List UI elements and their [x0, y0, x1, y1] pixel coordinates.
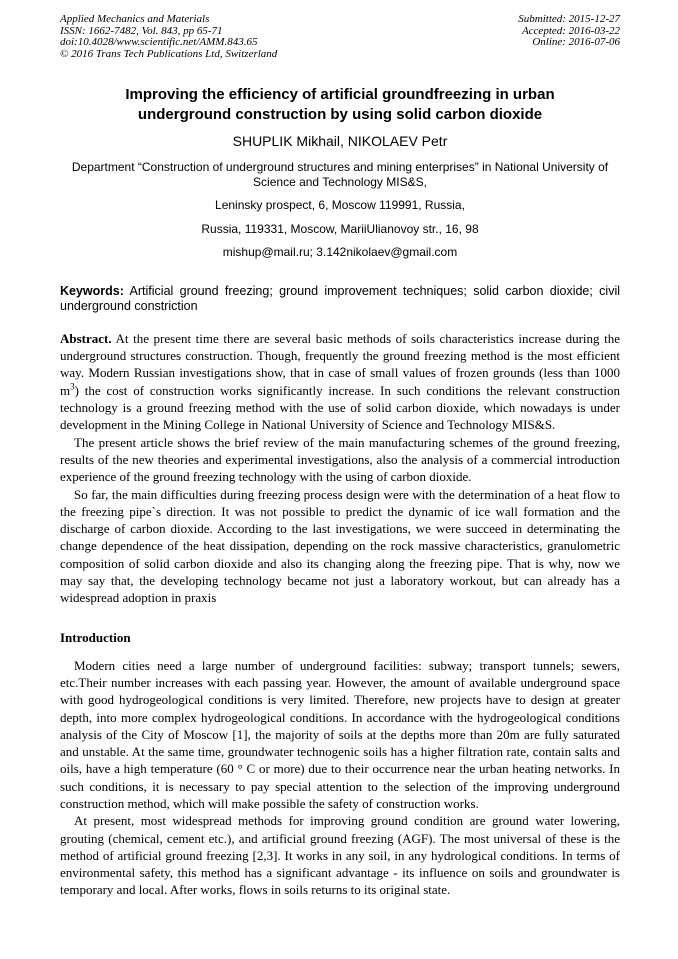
abstract-paragraph-3: So far, the main difficulties during freezing process design were with the determination of a heat flow to the freezing pipe`s direction. It was not possible to predict the dynamic of ice wall formation and the discharge of carbon dioxide. According to the last investigations, we were succeed in determinating the change dependence of the heat dissipation, depending on the rock massive characteristics, granulometric composition of solid carbon dioxide and also its changing along the freezing pipe. That is why, now we may say that, the developing technology became not just a laboratory workout, but can already has a widespread adoption in praxis [60, 486, 620, 606]
abstract-p1-post: ) the cost of construction works significantly increase. In such conditions the relevant construction technology is a ground freezing method with the use of solid carbon dioxide, which nowadays is under development in the Mining College in National University of Science and Technology MIS&S. [60, 382, 620, 433]
affiliation-department: Department “Construction of underground structures and mining enterprises” in National University of Science and Technology MIS&S, [71, 160, 609, 189]
abstract-superscript: 3 [70, 381, 75, 392]
introduction-paragraph-1: Modern cities need a large number of underground facilities: subway; transport tunnels; sewers, etc.Their number increases with each passing year. However, the amount of available underground space with good hydrogeological conditions is very limited. Therefore, new projects have to design at greater depth, into more complex hydrogeological conditions. In accordance with the hydrogeological conditions analysis of the City of Moscow [1], the majority of soils at the depths more than 20m are fully saturated and unstable. At the same time, groundwater technogenic soils has a higher filtration rate, contain salts and oils, have a high temperature (60 ° C or more) due to their occurrence near the urban heating networks. In such conditions, it is necessary to pay special attention to the selection of the improving underground construction method, which will make possible the safety of construction works. [60, 657, 620, 811]
date-accepted: Accepted: 2016-03-22 [521, 24, 620, 37]
paper-title: Improving the efficiency of artificial groundfreezing in urban underground construction by using solid carbon dioxide [125, 86, 555, 123]
date-submitted: Submitted: 2015-12-27 [518, 13, 620, 25]
introduction-paragraph-2: At present, most widespread methods for improving ground condition are ground water lowering, grouting (chemical, cement etc.), and artificial ground freezing (AGF). The most universal of these is the method of artificial ground freezing [2,3]. It works in any soil, in any hydrological conditions. In terms of environmental safety, this method has a significant advantage - its influence on soils and groundwater is temporary and local. After works, flows in soils returns to its original state. [60, 813, 620, 898]
affiliation-address-2: Russia, 119331, Moscow, MariiUlianovoy str., 16, 98 [201, 221, 479, 236]
submission-dates [518, 14, 620, 60]
date-online: Online: 2016-07-06 [532, 36, 620, 49]
authors-line: SHUPLIK Mikhail, NIKOLAEV Petr [232, 133, 448, 150]
abstract-section [60, 330, 620, 607]
abstract-paragraph-1 [60, 330, 620, 434]
page-header [60, 14, 620, 60]
introduction-section [60, 657, 620, 899]
abstract-label: Abstract. [60, 330, 112, 346]
affiliation-address-1: Leninsky prospect, 6, Moscow 119991, Russia, [215, 198, 465, 213]
journal-info [60, 14, 277, 60]
journal-copyright: © 2016 Trans Tech Publications Ltd, Switzerland [60, 47, 278, 60]
journal-doi: doi:10.4028/www.scientific.net/AMM.843.65 [60, 36, 258, 49]
abstract-p1-pre: At the present time there are several basic methods of soils characteristics increase during the underground structures construction. Though, frequently the ground freezing method is the most efficient way. Modern Russian investigations show, that in case of small values of frozen grounds (less than 1000 m [60, 330, 620, 398]
journal-name: Applied Mechanics and Materials [60, 13, 210, 25]
introduction-heading: Introduction [60, 629, 131, 645]
keywords-text: Artificial ground freezing; ground improvement techniques; solid carbon dioxide; civil underground constriction [60, 283, 620, 313]
keywords-label: Keywords: [60, 283, 124, 298]
journal-issn-volume: ISSN: 1662-7482, Vol. 843, pp 65-71 [60, 24, 223, 37]
author-emails: mishup@mail.ru; 3.142nikolaev@gmail.com [222, 245, 458, 260]
keywords-paragraph [60, 284, 620, 314]
abstract-paragraph-2: The present article shows the brief review of the main manufacturing schemes of the ground freezing, results of the new theories and experimental investigations, also the analysis of a commercial introduction experience of the ground freezing technology with the using of carbon dioxide. [60, 434, 620, 485]
affiliation-block [60, 160, 620, 260]
